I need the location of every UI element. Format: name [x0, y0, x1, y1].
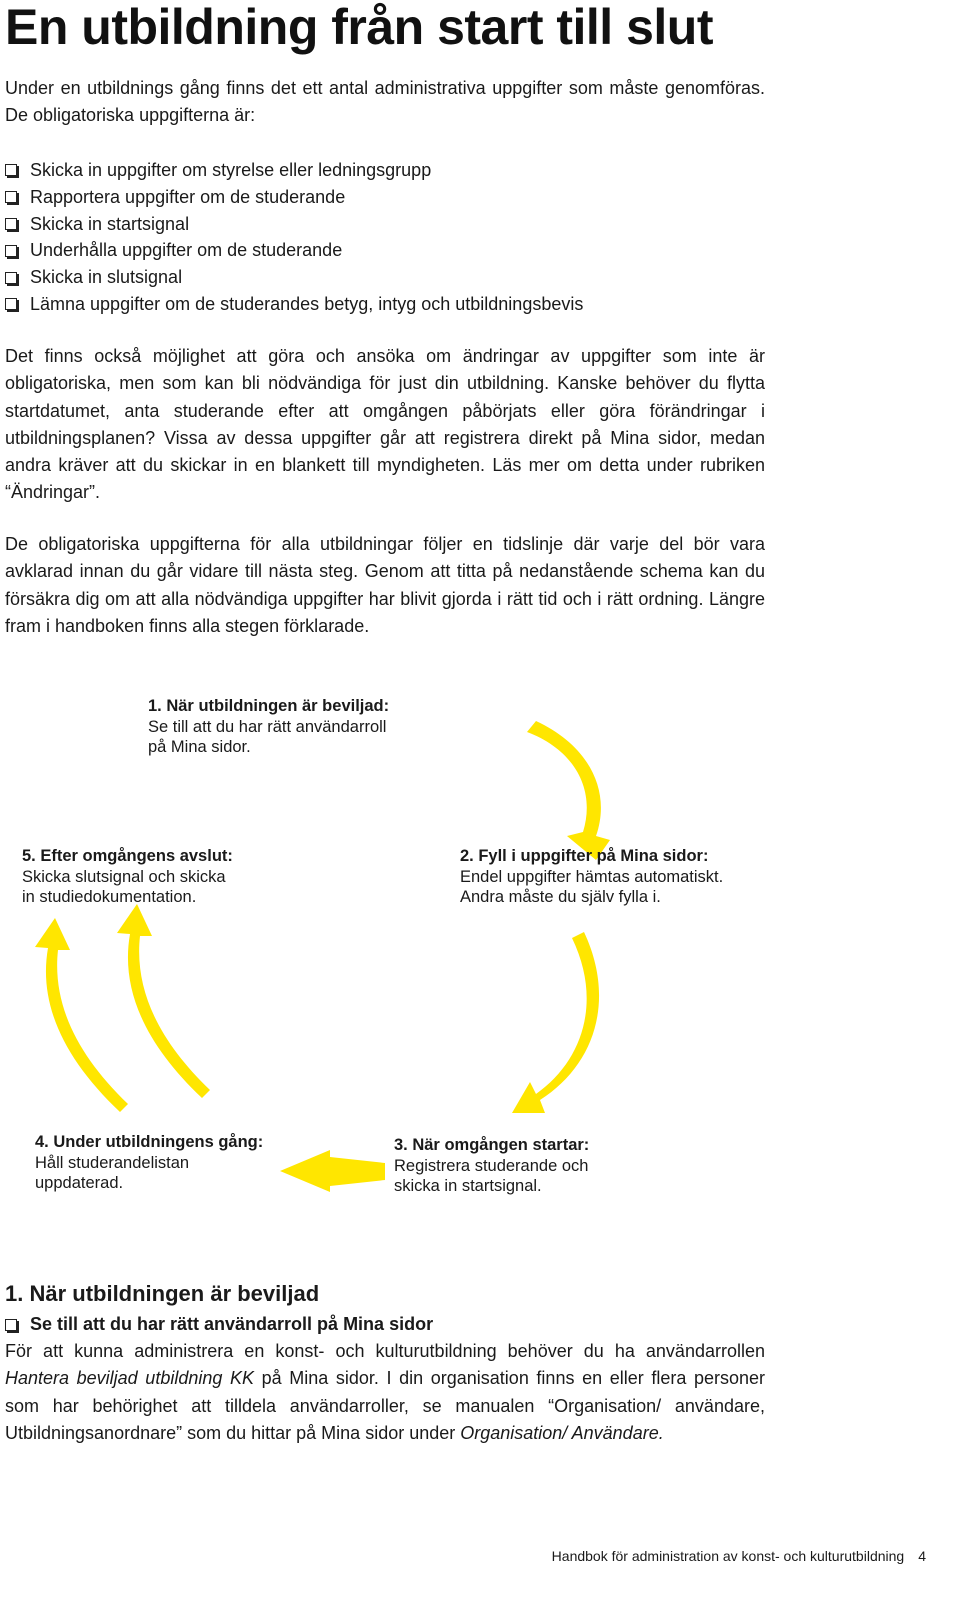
step-5-box: 5. Efter omgångens avslut: Skicka slutsignal och skicka in studiedokumentation. — [22, 847, 233, 906]
checklist-item: Skicka in startsignal — [5, 211, 583, 238]
checklist-item: Skicka in uppgifter om styrelse eller ledningsgrupp — [5, 157, 583, 184]
step-3-box: 3. När omgången startar: Registrera studerande och skicka in startsignal. — [394, 1136, 590, 1195]
changes-paragraph: Det finns också möjlighet att göra och ansöka om ändringar av uppgifter som inte är obligatoriska, men som kan bli nödvändiga för just din utbildning. Kanske behöver du flytta startdatumet, anta studerande efter att omgången påbörjats eller göra förändringar i utbildningsplanen? Vissa av dessa uppgifter går att registrera direkt på Mina sidor, medan andra kräver att du skickar in en blankett till myndigheten. Läs mer om detta under rubriken “Ändringar”. — [5, 346, 765, 503]
step-4-box: 4. Under utbildningens gång: Håll studerandelistan uppdaterad. — [35, 1133, 264, 1192]
timeline-paragraph: De obligatoriska uppgifterna för alla utbildningar följer en tidslinje där varje del bör vara avklarad innan du går vidare till nästa steg. Genom att titta på nedanstående schema kan du försäkra dig om att alla nödvändiga uppgifter har blivit gjorda i rätt tid och i rätt ordning. Längre fram i handboken finns alla stegen förklarade. — [5, 534, 765, 636]
footer-title: Handbok för administration av konst- och kulturutbildning — [551, 1548, 905, 1564]
checklist-item: Underhålla uppgifter om de studerande — [5, 237, 583, 264]
arrow-step3-to-step4 — [280, 1150, 385, 1192]
checklist-item: Lämna uppgifter om de studerandes betyg, intyg och utbildningsbevis — [5, 291, 583, 318]
section-body: För att kunna administrera en konst- och kulturutbildning behöver du ha användarrollen Hantera beviljad utbildning KK på Mina sidor. I din organisation finns en eller flera personer som har behörighet att tilldela användarroller, se manualen “Organisation/ användare, Utbildningsanordnare” som du hittar på Mina sidor under Organisation/ Användare. — [5, 1341, 766, 1443]
section-task: Se till att du har rätt användarroll på Mina sidor — [5, 1311, 433, 1338]
page-number: 4 — [918, 1548, 926, 1564]
page-footer — [552, 1548, 926, 1564]
checklist-item: Skicka in slutsignal — [5, 264, 583, 291]
arrow-step1-to-step2 — [527, 721, 610, 860]
section-heading: 1. När utbildningen är beviljad — [5, 1281, 320, 1306]
arrow-step4-to-step5 — [35, 918, 128, 1112]
step-1-box: 1. När utbildningen är beviljad: Se till att du har rätt användarroll på Mina sidor. — [148, 697, 390, 756]
step-2-box: 2. Fyll i uppgifter på Mina sidor: Endel uppgifter hämtas automatiskt. Andra måste du själv fylla i. — [460, 847, 724, 906]
intro-paragraph: Under en utbildnings gång finns det ett antal administrativa uppgifter som måste genomföras. De obligatoriska uppgifterna är: — [5, 78, 765, 126]
checklist-item: Rapportera uppgifter om de studerande — [5, 184, 583, 211]
arrow-step5-to-step1 — [117, 904, 210, 1098]
arrow-step2-to-step3 — [512, 932, 599, 1113]
page-title: En utbildning från start till slut — [5, 0, 713, 55]
checkbox-icon — [5, 1319, 17, 1331]
